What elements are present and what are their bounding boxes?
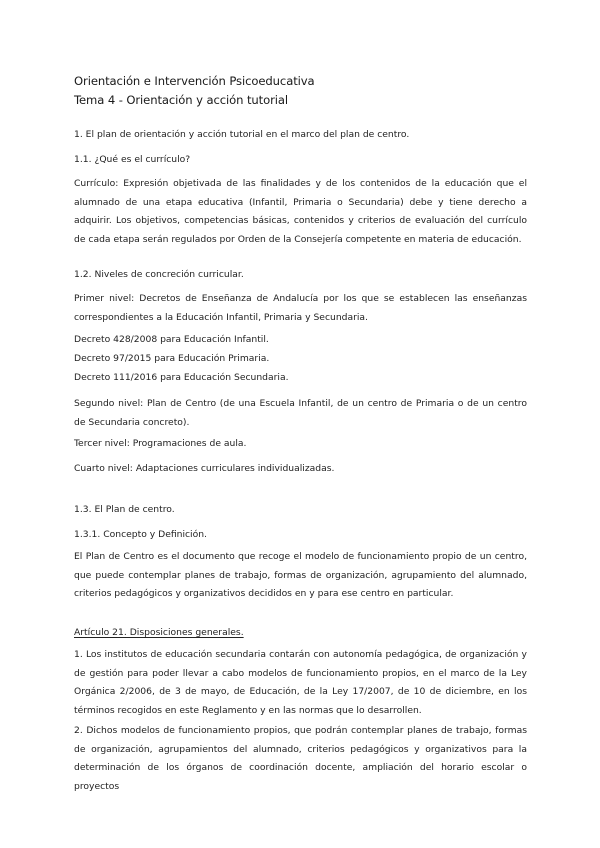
section-1-1-heading: 1.1. ¿Qué es el currículo?	[74, 154, 191, 165]
section-1-heading: 1. El plan de orientación y acción tutorial en el marco del plan de centro.	[74, 129, 410, 140]
articulo-21-heading: Artículo 21. Disposiciones generales.	[74, 627, 244, 638]
plan-centro-definition: El Plan de Centro es el documento que recoge el modelo de funcionamiento propio de un centro, que puede contemplar planes de trabajo, formas de organización, agrupamiento del alumnado, criterios pedagógicos y organizativos decididos en y para ese centro en particular.	[74, 551, 527, 600]
decreto-primaria: Decreto 97/2015 para Educación Primaria.	[74, 353, 270, 364]
section-1-3-heading: 1.3. El Plan de centro.	[74, 504, 175, 515]
section-1-3-1-heading: 1.3.1. Concepto y Definición.	[74, 529, 207, 540]
primer-nivel-paragraph: Primer nivel: Decretos de Enseñanza de Andalucía por los que se establecen las enseñanzas correspondientes a la Educación Infantil, Primaria y Secundaria.	[74, 293, 527, 323]
document-subtitle: Tema 4 - Orientación y acción tutorial	[74, 93, 289, 107]
decreto-secundaria: Decreto 111/2016 para Educación Secundaria.	[74, 372, 289, 383]
articulo-21-paragraph-2: 2. Dichos modelos de funcionamiento propios, que podrán contemplar planes de trabajo, formas de organización, agrupamientos del alumnado, criterios pedagógicos y organizativos para la determinación de los órganos de coordinación docente, ampliación del horario escolar o proyectos	[74, 725, 527, 793]
curriculo-definition: Currículo: Expresión objetivada de las finalidades y de los contenidos de la educación que el alumnado de una etapa educativa (Infantil, Primaria o Secundaria) debe y tiene derecho a adquirir. Los objetivos, competencias básicas, contenidos y criterios de evaluación del currículo de cada etapa serán regulados por Orden de la Consejería competente en materia de educación.	[74, 178, 527, 246]
articulo-21-paragraph-1: 1. Los institutos de educación secundaria contarán con autonomía pedagógica, de organización y de gestión para poder llevar a cabo modelos de funcionamiento propios, en el marco de la Ley Orgánica 2/2006, de 3 de mayo, de Educación, de la Ley 17/2007, de 10 de diciembre, en los términos recogidos en este Reglamento y en las normas que lo desarrollen.	[74, 649, 527, 717]
cuarto-nivel-paragraph: Cuarto nivel: Adaptaciones curriculares individualizadas.	[74, 463, 335, 474]
decreto-infantil: Decreto 428/2008 para Educación Infantil.	[74, 334, 269, 345]
document-title: Orientación e Intervención Psicoeducativa	[74, 74, 315, 88]
tercer-nivel-paragraph: Tercer nivel: Programaciones de aula.	[74, 438, 247, 449]
section-1-2-heading: 1.2. Niveles de concreción curricular.	[74, 269, 244, 280]
segundo-nivel-paragraph: Segundo nivel: Plan de Centro (de una Escuela Infantil, de un centro de Primaria o de un centro de Secundaria concreto).	[74, 398, 527, 428]
